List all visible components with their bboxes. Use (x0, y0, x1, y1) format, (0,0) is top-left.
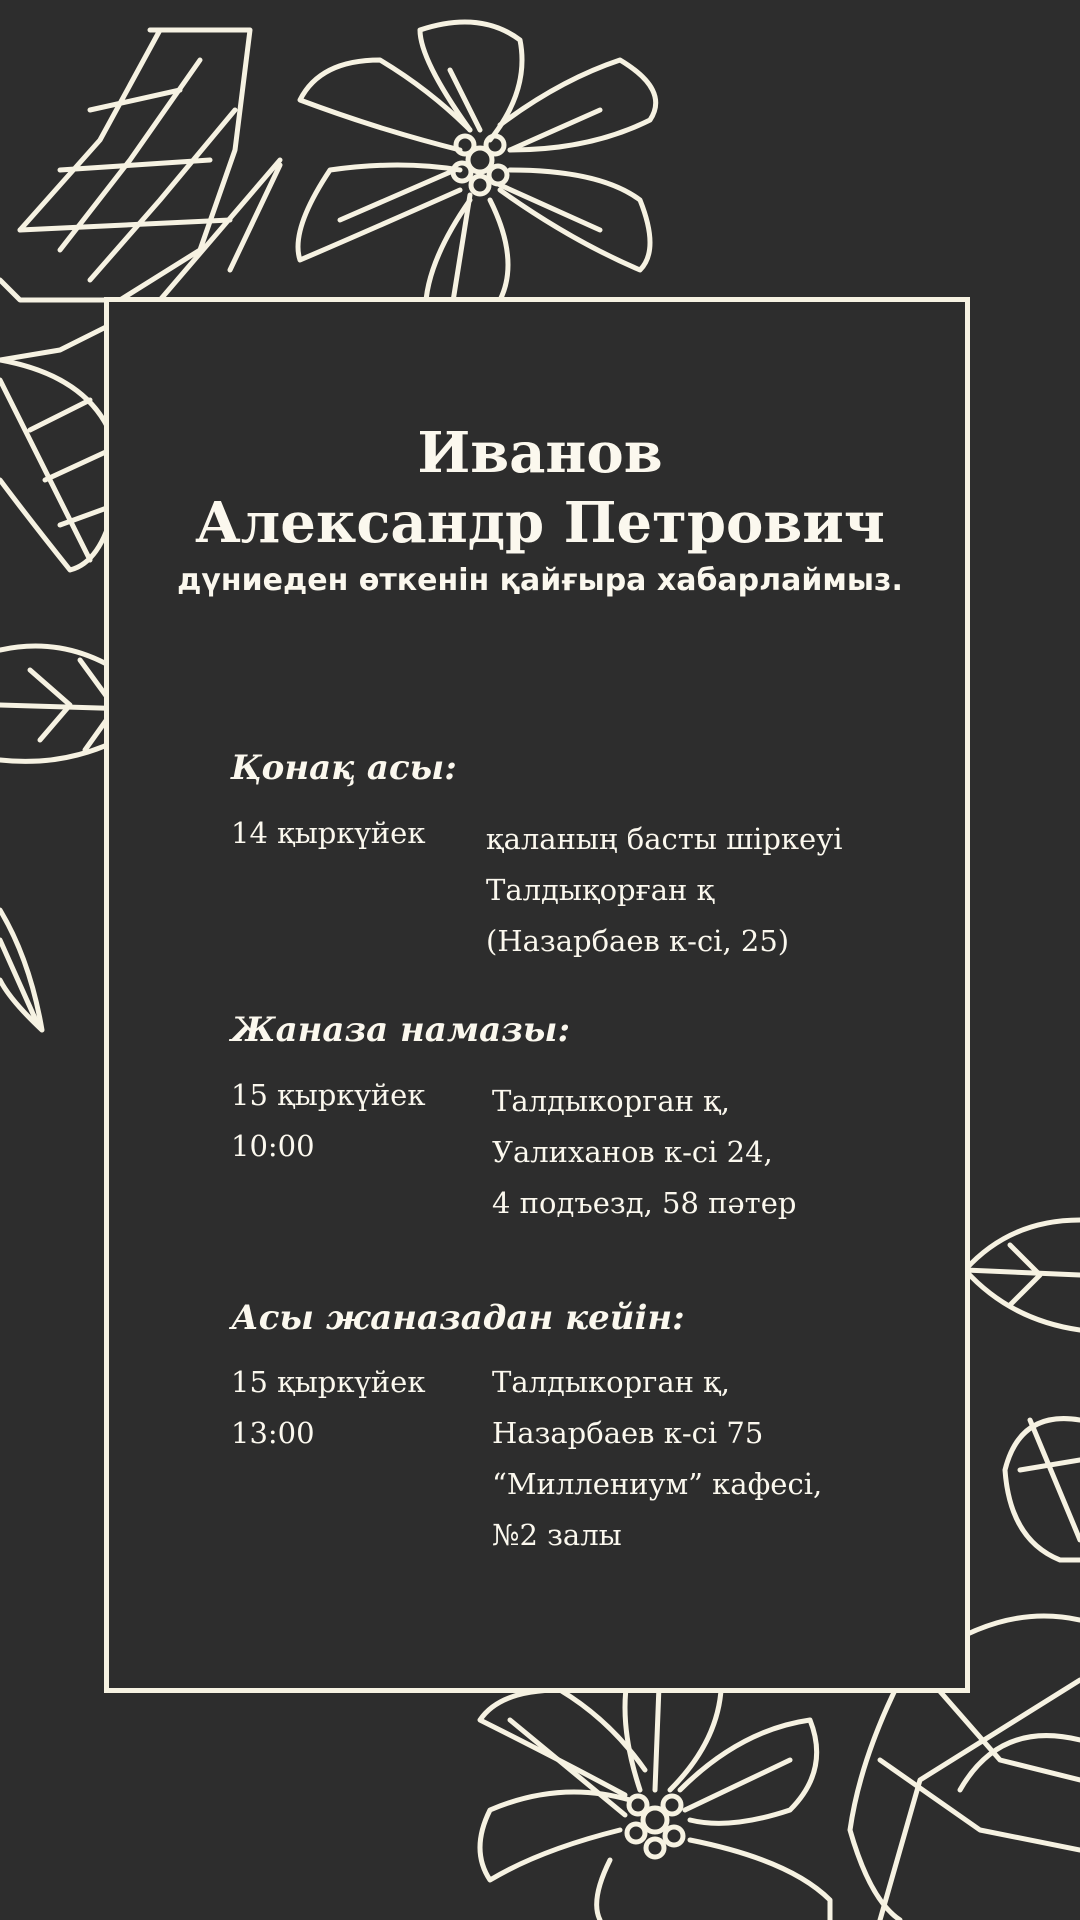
leaf-icon (965, 1220, 1080, 1330)
announcement-text: дүниеден өткенін қайғыра хабарлаймыз. (177, 563, 903, 598)
event-date-wake (231, 808, 425, 859)
event-time-line: 13:00 (231, 1416, 315, 1450)
event-place-memorial-meal (492, 1357, 822, 1561)
deceased-given-names: Александр Петрович (195, 490, 885, 556)
event-place-line: “Миллениум” кафесі, (492, 1467, 823, 1501)
event-date-line: 14 қыркүйек (231, 816, 426, 850)
event-place-line: (Назарбаев к-сі, 25) (486, 924, 790, 958)
event-place-line: Назарбаев к-сі 75 (492, 1416, 764, 1450)
deceased-surname: Иванов (417, 420, 663, 486)
event-date-line: 15 қыркүйек (231, 1365, 426, 1399)
event-date-line: 15 қыркүйек (231, 1078, 426, 1112)
event-place-funeral-prayer (492, 1076, 796, 1229)
event-place-line: №2 залы (492, 1518, 622, 1552)
event-time-line: 10:00 (231, 1129, 315, 1163)
event-title-funeral-prayer: Жаназа намазы: (231, 1010, 571, 1050)
event-place-line: 4 подъезд, 58 пәтер (492, 1186, 797, 1220)
event-title-wake: Қонақ асы: (231, 748, 457, 788)
event-place-line: Талдыкорган қ, (492, 1365, 730, 1399)
event-date-funeral-prayer (231, 1070, 425, 1172)
event-place-wake (486, 814, 843, 967)
leaf-icon (1005, 1419, 1080, 1560)
event-place-line: Уалиханов к-сі 24, (492, 1135, 773, 1169)
event-place-line: қаланың басты шіркеуі (486, 822, 843, 856)
event-title-memorial-meal: Асы жаназадан кейін: (231, 1298, 685, 1338)
event-place-line: Талдыкорган қ, (492, 1084, 730, 1118)
leaf-icon (0, 910, 42, 1030)
event-date-memorial-meal (231, 1357, 425, 1459)
event-place-line: Талдықорған қ (486, 873, 715, 907)
